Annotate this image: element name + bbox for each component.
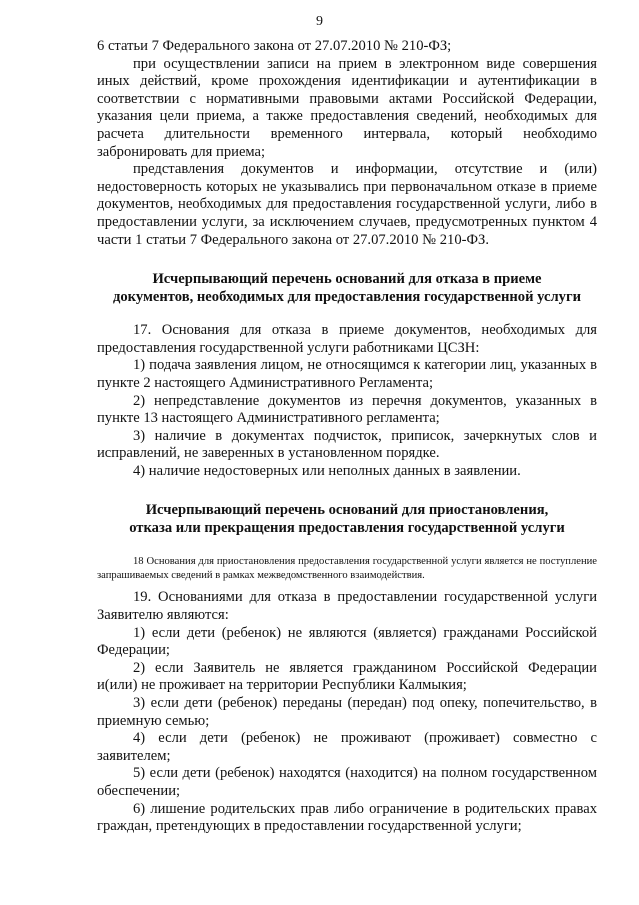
section-18: 18 Основания для приостановления предоставления государственной услуги является не поступление запрашиваемых сведений в рамках межведомственного взаимодействия. [97, 556, 597, 582]
section-heading-suspension [97, 502, 597, 537]
heading-line: Исчерпывающий перечень оснований для отказа в приеме [152, 271, 542, 288]
list-item: 2) если Заявитель не является гражданином Российской Федерации и(или) не проживает на территории Республики Калмыкия; [97, 659, 597, 694]
section-17-intro: 17. Основания для отказа в приеме документов, необходимых для предоставления государственной услуги работниками ЦСЗН: [97, 322, 597, 356]
heading-line: документов, необходимых для предоставления государственной услуги [113, 288, 581, 305]
list-item: 5) если дети (ребенок) находятся (находится) на полном государственном обеспечении; [97, 765, 597, 799]
heading-line: Исчерпывающий перечень оснований для приостановления, [145, 502, 549, 519]
heading-line: отказа или прекращения предоставления государственной услуги [129, 519, 565, 536]
intro-line: 6 статьи 7 Федерального закона от 27.07.2010 № 210-ФЗ; [97, 38, 452, 54]
page-number: 9 [316, 14, 323, 29]
section-17 [97, 322, 597, 480]
section-19-intro: 19. Основаниями для отказа в предоставлении государственной услуги Заявителю являются: [97, 589, 597, 624]
list-item: 1) если дети (ребенок) не являются (является) гражданами Российской Федерации; [97, 624, 597, 659]
list-item: 1) подача заявления лицом, не относящимся к категории лиц, указанных в пункте 2 настоящего Административного Регламента; [97, 357, 597, 391]
list-item: 4) если дети (ребенок) не проживают (проживает) совместно с заявителем; [97, 730, 597, 764]
list-item: 4) наличие недостоверных или неполных данных в заявлении. [133, 462, 521, 479]
document-body [97, 38, 597, 836]
paragraph: при осуществлении записи на прием в электронном виде совершения иных действий, кроме прохождения идентификации и аутентификации в соответствии с нормативными правовыми актами Российской Федерации, указания цели приема, а также предоставления сведений, необходимых для расчета длительности временного интервала, который необходимо забронировать для приема; [97, 55, 597, 160]
list-item: 6) лишение родительских прав либо ограничение в родительских правах граждан, претендующих в предоставлении государственной услуги; [97, 800, 597, 835]
list-item: 3) если дети (ребенок) переданы (передан) под опеку, попечительство, в приемную семью; [97, 695, 597, 729]
paragraph: представления документов и информации, отсутствие и (или) недостоверность которых не указывались при первоначальном отказе в приеме документов, необходимых для предоставления государственной услуги, либо в предоставлении услуги, за исключением случаев, предусмотренных пунктом 4 части 1 статьи 7 Федерального закона от 27.07.2010 № 210-ФЗ. [97, 161, 597, 248]
section-heading-refusal-documents [97, 271, 597, 306]
list-item: 2) непредставление документов из перечня документов, указанных в пункте 13 настоящего Административного регламента; [97, 392, 597, 427]
section-19 [97, 589, 597, 835]
list-item: 3) наличие в документах подчисток, приписок, зачеркнутых слов и исправлений, не заверенных в установленном порядке. [97, 427, 597, 462]
